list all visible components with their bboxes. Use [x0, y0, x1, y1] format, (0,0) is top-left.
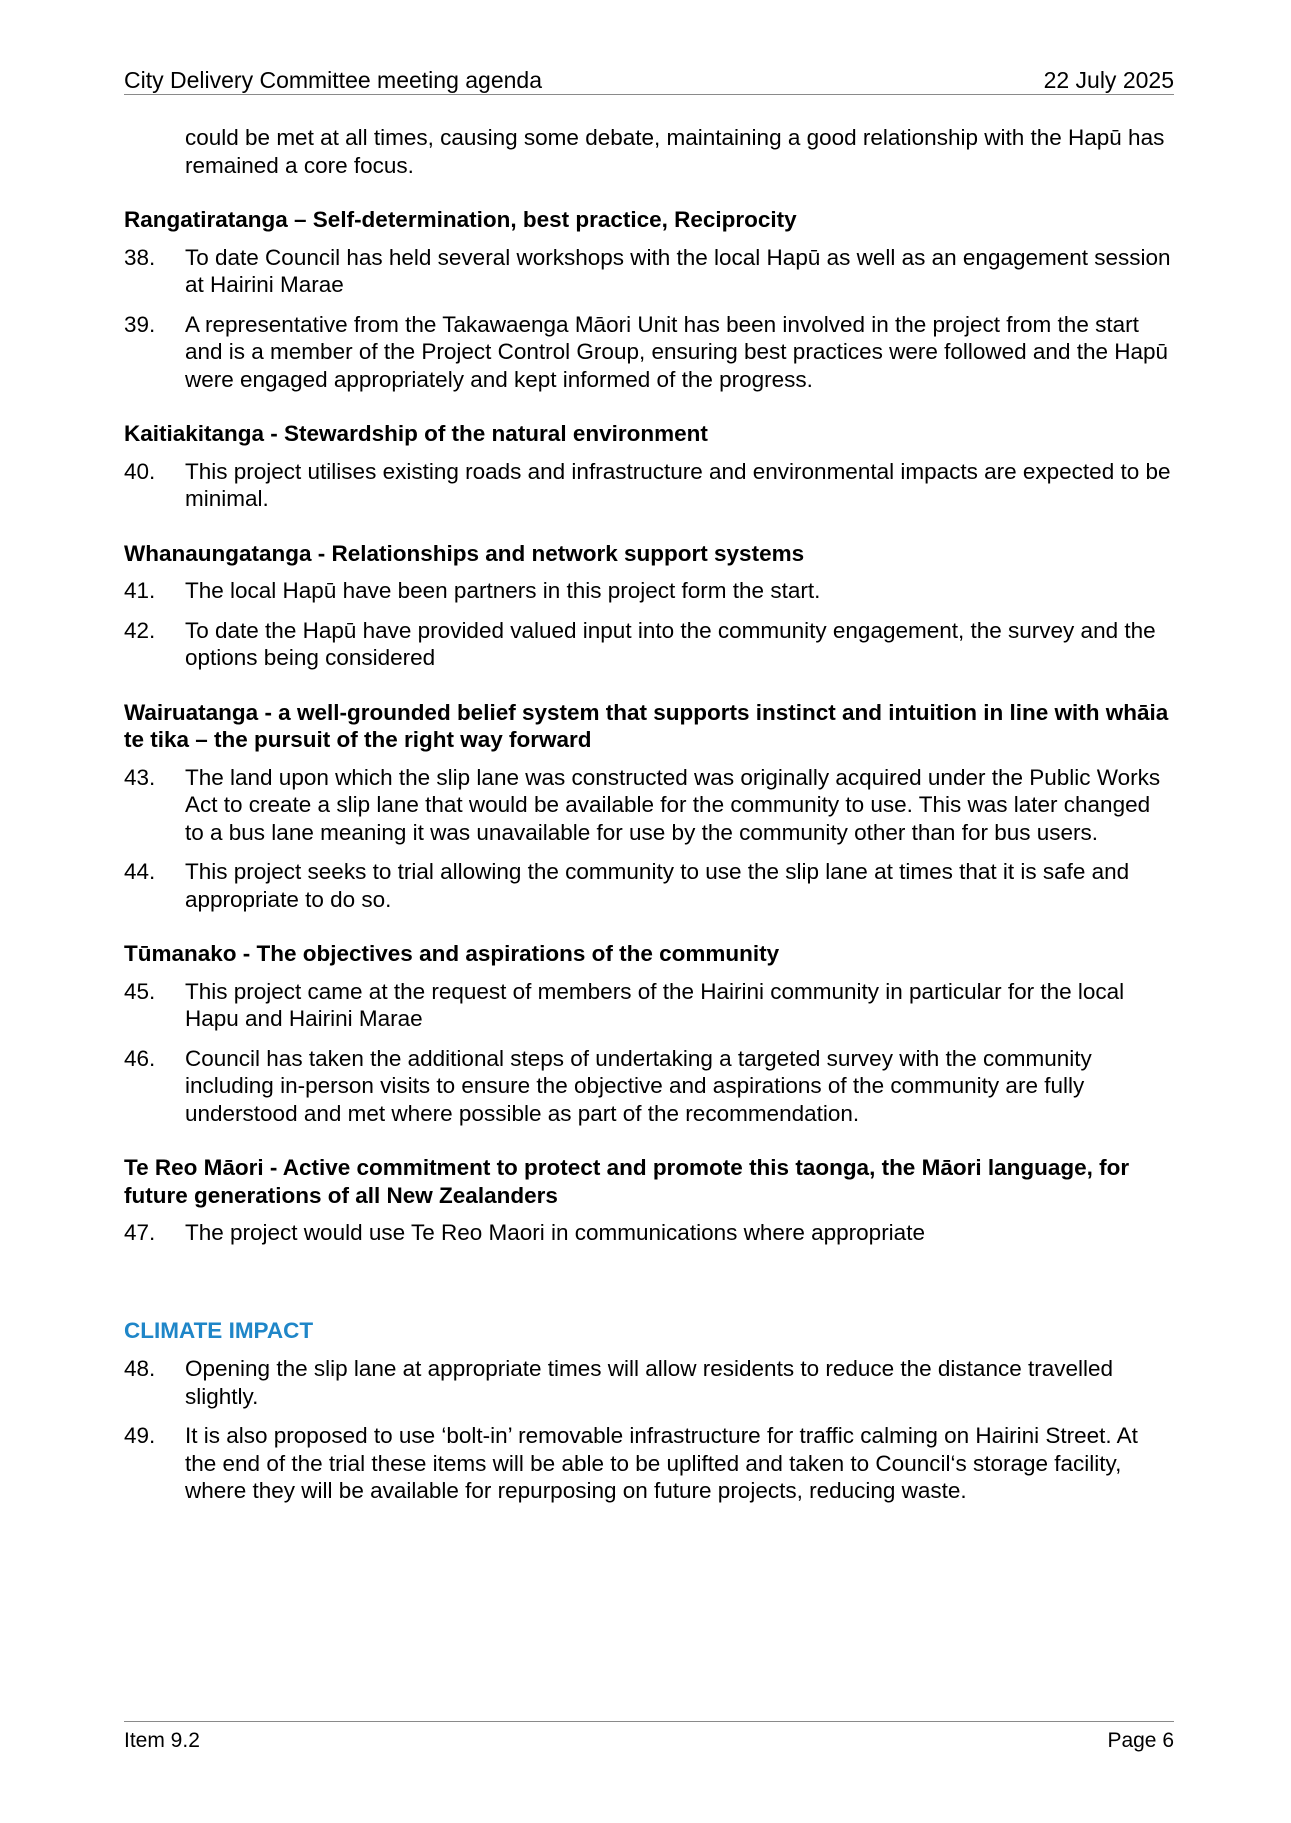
page-header	[124, 64, 1174, 96]
paragraph-text: The land upon which the slip lane was constructed was originally acquired under the Public Works Act to create a slip lane that would be available for the community to use. This was later changed to a bus lane meaning it was unavailable for use by the community other than for bus users.	[185, 764, 1161, 845]
paragraph-text: This project came at the request of members of the Hairini community in particular for the local Hapu and Hairini Marae	[185, 978, 1125, 1031]
section-heading-kaitiakitanga: Kaitiakitanga - Stewardship of the natural environment	[124, 421, 708, 446]
numbered-paragraph	[124, 1422, 1174, 1505]
paragraph-number: 43.	[124, 764, 156, 790]
paragraph-text: A representative from the Takawaenga Māori Unit has been involved in the project from the start and is a member of the Project Control Group, ensuring best practices were followed and the Hapū were engaged appropriately and kept informed of the progress.	[185, 311, 1169, 392]
paragraph-number: 41.	[124, 578, 156, 603]
paragraph-number: 39.	[124, 311, 156, 337]
numbered-paragraph	[124, 978, 1174, 1033]
section-heading-rangatiratanga: Rangatiratanga – Self-determination, best practice, Reciprocity	[124, 207, 797, 232]
paragraph-text: To date Council has held several workshops with the local Hapū as well as an engagement session at Hairini Marae	[185, 244, 1171, 297]
numbered-paragraph	[124, 458, 1174, 513]
numbered-paragraph	[124, 858, 1174, 913]
paragraph-text: This project seeks to trial allowing the community to use the slip lane at times that it is safe and appropriate to do so.	[185, 859, 1130, 912]
paragraph-text: This project utilises existing roads and infrastructure and environmental impacts are expected to be minimal.	[185, 458, 1171, 511]
paragraph-number: 47.	[124, 1220, 156, 1245]
numbered-paragraph	[124, 617, 1174, 672]
paragraph-number: 44.	[124, 859, 156, 884]
section-heading-te-reo-maori: Te Reo Māori - Active commitment to protect and promote this taonga, the Māori language, for future generations of all New Zealanders	[124, 1155, 1130, 1208]
paragraph-text: Council has taken the additional steps of undertaking a targeted survey with the community including in-person visits to ensure the objective and aspirations of the community are fully understood and met where possible as part of the recommendation.	[185, 1045, 1092, 1126]
numbered-paragraph	[124, 1219, 1174, 1247]
paragraph-text: It is also proposed to use ‘bolt-in’ removable infrastructure for traffic calming on Hairini Street. At the end of the trial these items will be able to be uplifted and taken to Council‘s storage facility, where they will be available for repurposing on future projects, reducing waste.	[185, 1423, 1138, 1503]
numbered-paragraph	[124, 244, 1174, 299]
numbered-paragraph	[124, 311, 1174, 394]
numbered-paragraph	[124, 1355, 1174, 1410]
header-date: 22 July 2025	[1043, 67, 1174, 93]
footer-item-number: Item 9.2	[124, 1729, 200, 1752]
footer-page-number: Page 6	[1107, 1729, 1174, 1752]
climate-impact-heading: CLIMATE IMPACT	[124, 1317, 314, 1343]
paragraph-number: 46.	[124, 1045, 156, 1071]
paragraph-text: The project would use Te Reo Maori in communications where appropriate	[185, 1220, 925, 1245]
continued-paragraph: could be met at all times, causing some debate, maintaining a good relationship with the Hapū has remained a core focus.	[185, 125, 1165, 178]
footer-divider	[124, 1721, 1174, 1722]
paragraph-text: To date the Hapū have provided valued input into the community engagement, the survey and the options being considered	[185, 617, 1156, 670]
header-title: City Delivery Committee meeting agenda	[124, 67, 543, 93]
section-heading-wairuatanga: Wairuatanga - a well-grounded belief system that supports instinct and intuition in line with whāia te tika – the pursuit of the right way forward	[124, 699, 1169, 752]
numbered-paragraph	[124, 764, 1174, 847]
paragraph-number: 49.	[124, 1423, 156, 1448]
header-divider	[124, 94, 1174, 95]
paragraph-number: 45.	[124, 978, 156, 1004]
paragraph-number: 48.	[124, 1356, 156, 1381]
paragraph-text: The local Hapū have been partners in this project form the start.	[185, 578, 821, 603]
page-footer	[124, 1727, 1174, 1755]
paragraph-number: 38.	[124, 244, 156, 270]
numbered-paragraph	[124, 577, 1174, 605]
paragraph-number: 42.	[124, 617, 156, 643]
section-heading-whanaungatanga: Whanaungatanga - Relationships and network support systems	[124, 540, 805, 566]
section-heading-tumanako: Tūmanako - The objectives and aspirations of the community	[124, 941, 780, 966]
paragraph-text: Opening the slip lane at appropriate times will allow residents to reduce the distance travelled slightly.	[185, 1356, 1114, 1409]
numbered-paragraph	[124, 1045, 1174, 1128]
document-body	[124, 124, 1174, 1517]
paragraph-number: 40.	[124, 458, 156, 484]
